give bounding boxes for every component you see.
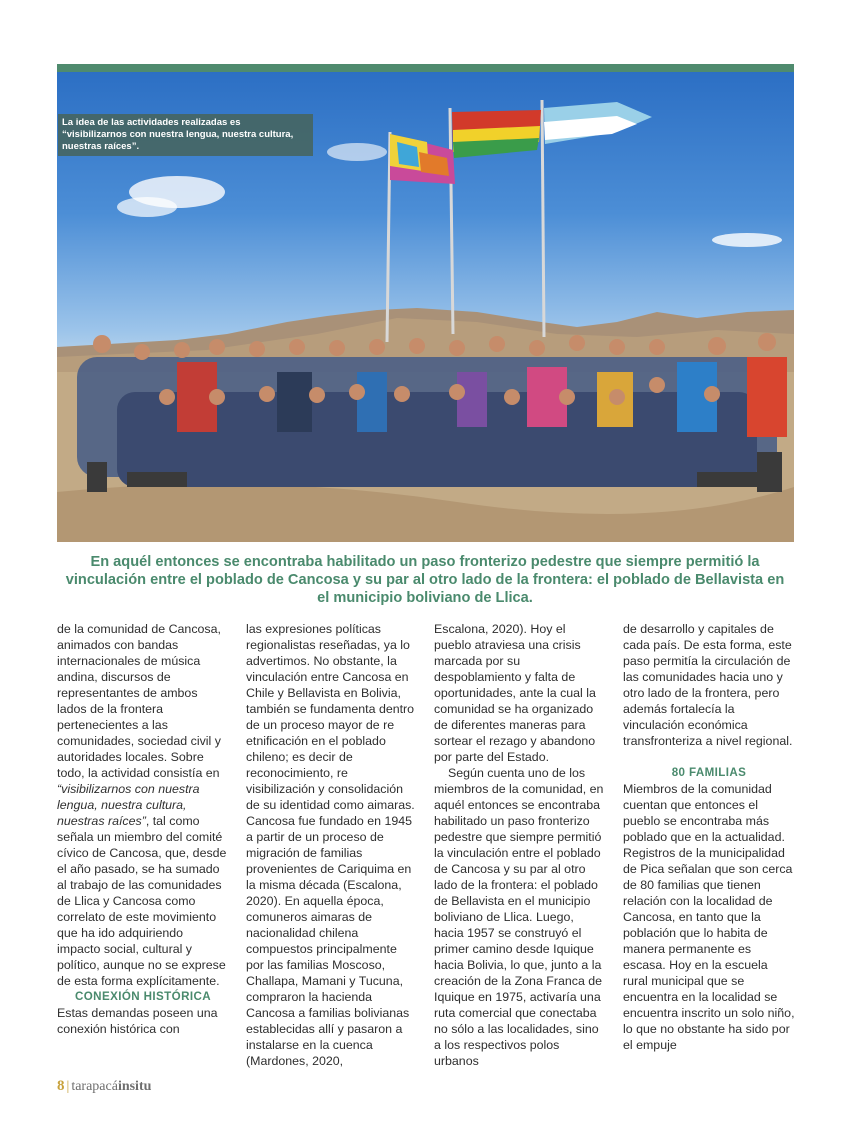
paragraph: Miembros de la comunidad cuentan que entonces el pueblo se encontraba más poblado que en la actualidad. Registros de la municipalidad de Pica señalan que son cerca de 80 familias que tienen relación con la localidad de Cancosa, en tanto que la población que lo habita de manera permanente es escasa. Hoy en la escuela rural municipal que se encuentra en la localidad se encuentra inscrito un solo niño, lo que no obstante ha sido por el empuje: [623, 782, 795, 1052]
paragraph: Estas demandas poseen una conexión histórica con: [57, 1006, 218, 1036]
pull-quote: En aquél entonces se encontraba habilitado un paso fronterizo pedestre que siempre permitió la vinculación entre el poblado de Cancosa y su par al otro lado de la frontera: el poblado de Bellavista en el municipio boliviano de Llica.: [65, 554, 785, 606]
paragraph: Según cuenta uno de los miembros de la comunidad, en aquél entonces se encontraba habilitado un paso fronterizo pedestre que siempre permitió la vinculación entre el poblado de Cancosa y su par al otro lado de la frontera: el poblado de Bellavista en el municipio boliviano de Llica. Luego, hacia 1957 se construyó el primer camino desde Iquique hacia Bolivia, lo que, junto a la creación de la Zona Franca de Iquique en 1975, activaría una ruta comercial que conectaba no sólo a las localidades, sino a los respectivos polos urbanos: [434, 766, 604, 1068]
paragraph-text: de la comunidad de Cancosa, animados con bandas internacionales de música andina, discursos de representantes de ambos lados de la frontera pertenecientes a las comunidades, sociedad civil y autoridades locales. Sobre todo, la actividad consistía en: [57, 622, 221, 780]
text-column-3: [434, 621, 606, 1069]
cover-photo: [57, 72, 794, 542]
section-heading: 80 FAMILIAS: [671, 766, 747, 779]
paragraph: de desarrollo y capitales de cada país. De esta forma, este paso permitía la circulación de las comunidades hacia uno y otro lado de la frontera, pero además fortalecía la vinculación económica transfronteriza a nivel regional.: [623, 622, 793, 748]
paragraph: Escalona, 2020). Hoy el pueblo atraviesa una crisis marcada por su despoblamiento y falta de oportunidades, ante la cual la comunidad se ha organizado de diferentes maneras para sortear el rezago y abandono por parte del Estado.: [434, 622, 596, 764]
top-accent-bar: [57, 64, 794, 72]
brand-name-light: tarapacá: [71, 1079, 118, 1094]
footer-separator: |: [66, 1079, 70, 1094]
page-number: 8: [57, 1078, 65, 1094]
text-column-2: [246, 621, 418, 1069]
inline-quote: “visibilizarnos con nuestra lengua, nuestra cultura, nuestras raíces”: [57, 782, 200, 828]
text-column-1: [57, 621, 229, 1037]
photo-caption: La idea de las actividades realizadas es “visibilizarnos con nuestra lengua, nuestra cultura, nuestras raíces”.: [58, 114, 313, 156]
paragraph-text: , tal como señala un miembro del comité cívico de Cancosa, que, desde el año pasado, se ha sumado al trabajo de las comunidades de Llica y Cancosa como correlato de este movimiento que ha ido adquiriendo impacto social, cultural y político, aunque no se exprese de esta forma explícitamente.: [57, 814, 227, 988]
text-column-4: [623, 621, 795, 1053]
page-footer: [57, 1078, 151, 1095]
section-heading: CONEXIÓN HISTÓRICA: [74, 990, 212, 1003]
brand-name-bold: insitu: [117, 1079, 152, 1094]
paragraph: las expresiones políticas regionalistas reseñadas, ya lo advertimos. No obstante, la vinculación entre Cancosa en Chile y Bellavista en Bolivia, también se fundamenta dentro de un proceso mayor de re etnificación en el poblado chileno; es decir de reconocimiento, re visibilización y consolidación de su identidad como aimaras. Cancosa fue fundado en 1945 a partir de un proceso de migración de familias provenientes de Cariquima en la misma década (Escalona, 2020). En aquella época, comuneros aimaras de nacionalidad chilena compuestos principalmente por las familias Moscoso, Challapa, Mamani y Tucuna, compraron la hacienda Cancosa a familias bolivianas establecidas allí y pasaron a instalarse en la cuenca (Mardones, 2020,: [246, 622, 415, 1068]
paragraph: [57, 621, 229, 989]
